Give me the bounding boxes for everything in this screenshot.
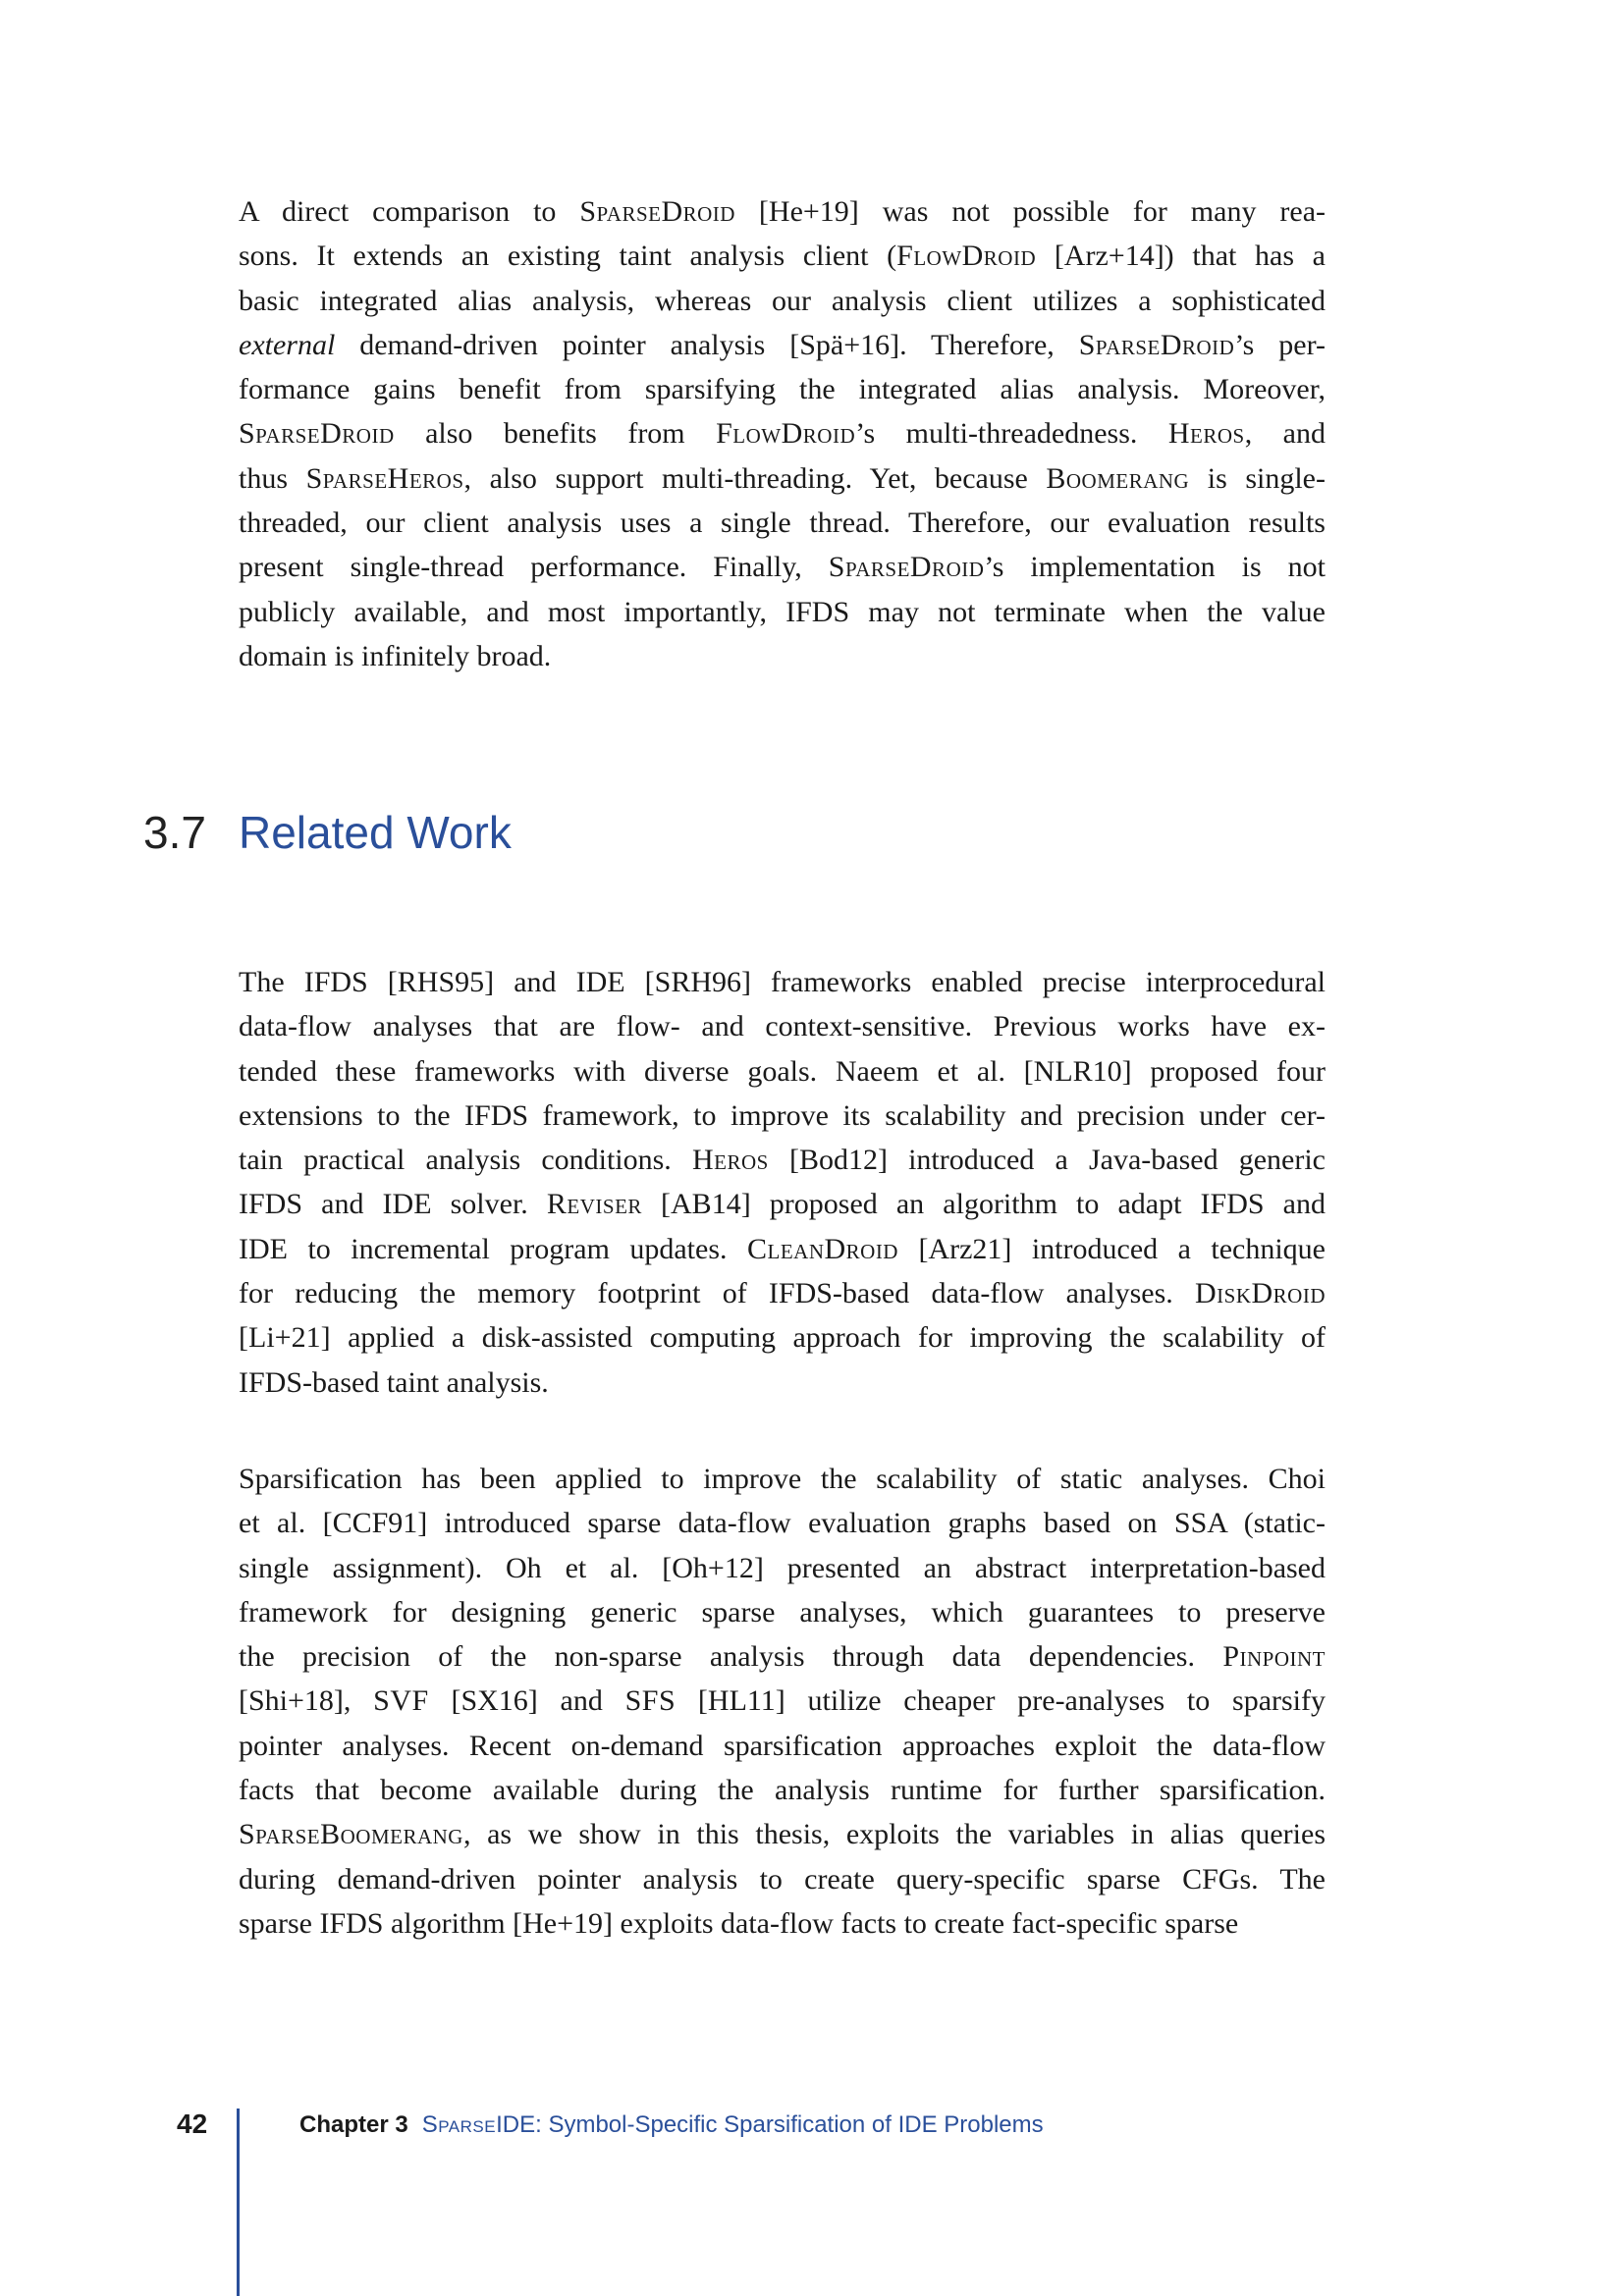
text-line [239, 1182, 1326, 1226]
text-run: ’s per- [1234, 328, 1326, 361]
running-footer [299, 2111, 1044, 2139]
text-run: is single- [1189, 461, 1326, 495]
text-run: [HL11] utilize cheaper pre-analyses to sparsify [676, 1684, 1326, 1718]
text-line [239, 1724, 1326, 1768]
tool-name: Reviser [546, 1188, 642, 1221]
text-run: The IFDS [RHS95] and IDE [SRH96] frameworks enabled precise interprocedural [239, 966, 1326, 998]
text-run: data-flow analyses that are flow- and context-sensitive. Previous works have ex- [239, 1010, 1326, 1043]
tool-name: Pinpoint [1222, 1640, 1326, 1674]
text-line [239, 960, 1326, 1004]
text-run: ’s implementation is not [984, 551, 1326, 584]
tool-name: CleanDroid [746, 1232, 898, 1265]
text-line [239, 1227, 1326, 1271]
text-run: tended these frameworks with diverse goals. Naeem et al. [NLR10] proposed four [239, 1054, 1326, 1088]
text-run: framework for designing generic sparse analyses, which guarantees to preserve [239, 1595, 1326, 1629]
text-run: IDE to incremental program updates. [239, 1232, 747, 1265]
text-line [239, 1271, 1326, 1315]
text-run: basic integrated alias analysis, whereas our analysis client utilizes a sophisticated [239, 284, 1326, 317]
text-run: , as we show in this thesis, exploits the variables in alias queries [462, 1818, 1326, 1851]
text-run: IFDS-based taint analysis. [239, 1365, 549, 1399]
text-run: IFDS and IDE solver. [239, 1188, 547, 1221]
text-run: [AB14] proposed an algorithm to adapt IFDS and [641, 1188, 1326, 1221]
text-line [239, 189, 1326, 234]
text-line [239, 1679, 1326, 1723]
tool-name: SparseDroid [1078, 328, 1235, 361]
text-line [239, 1901, 1326, 1946]
text-run: [Bod12] introduced a Java-based generic [768, 1144, 1326, 1177]
text-line [239, 1004, 1326, 1048]
tool-name: Boomerang [1046, 461, 1190, 495]
text-line [239, 634, 1326, 678]
text-line [239, 1315, 1326, 1360]
text-line [239, 323, 1326, 367]
tool-name: Heros [691, 1144, 769, 1177]
text-run: for reducing the memory footprint of IFDS-based data-flow analyses. [239, 1277, 1195, 1310]
text-line [239, 1768, 1326, 1812]
text-run: A direct comparison to [239, 195, 580, 228]
chapter-title [422, 2111, 1044, 2138]
text-run: facts that become available during the analysis runtime for further sparsification. [239, 1774, 1326, 1807]
text-line [239, 456, 1326, 501]
text-line [239, 1138, 1326, 1182]
text-run: [Li+21] applied a disk-assisted computing approach for improving the scalability of [239, 1321, 1326, 1355]
tool-name: FlowDroid [716, 417, 856, 451]
paragraph-sparsedroid-comparison [239, 189, 1326, 678]
text-line [239, 1457, 1326, 1501]
chapter-title-rest: IDE: Symbol-Specific Sparsification of IDE Problems [496, 2111, 1044, 2138]
page-number: 42 [177, 2109, 208, 2139]
text-line [239, 1501, 1326, 1545]
section-title: Related Work [239, 807, 512, 858]
text-run: the precision of the non-sparse analysis through data dependencies. [239, 1640, 1223, 1674]
text-line [239, 411, 1326, 455]
text-run: , and [1244, 417, 1326, 451]
text-run: during demand-driven pointer analysis to create query-specific sparse CFGs. The [239, 1862, 1326, 1896]
text-run: threaded, our client analysis uses a single thread. Therefore, our evaluation results [239, 507, 1326, 540]
text-run: domain is infinitely broad. [239, 639, 552, 672]
text-line [239, 234, 1326, 278]
text-line [239, 1094, 1326, 1138]
section-heading [143, 803, 512, 862]
text-line [239, 1049, 1326, 1094]
text-line [239, 501, 1326, 545]
tool-name: FlowDroid [896, 240, 1037, 273]
chapter-label: Chapter 3 [299, 2111, 408, 2138]
text-run: , also support multi-threading. Yet, because [463, 461, 1047, 495]
text-run: single assignment). Oh et al. [Oh+12] presented an abstract interpretation-based [239, 1551, 1326, 1584]
tool-name: SVF [373, 1684, 429, 1718]
text-run: also benefits from [394, 417, 717, 451]
tool-name: Heros [1167, 417, 1245, 451]
paragraph-sparsification [239, 1457, 1326, 1946]
text-line [239, 545, 1326, 589]
text-run: pointer analyses. Recent on-demand sparsification approaches exploit the data-flow [239, 1729, 1326, 1762]
tool-name: SparseDroid [579, 195, 735, 228]
chapter-title-smallcaps: Sparse [421, 2111, 497, 2138]
text-line [239, 279, 1326, 323]
text-run: [Shi+18], [239, 1684, 374, 1718]
text-run: formance gains benefit from sparsifying the integrated alias analysis. Moreover, [239, 373, 1326, 406]
text-run: tain practical analysis conditions. [239, 1144, 692, 1177]
text-line [239, 1361, 1326, 1405]
text-run: sons. It extends an existing taint analysis client ( [239, 240, 897, 273]
section-number: 3.7 [143, 807, 206, 858]
text-run: external [239, 328, 336, 361]
tool-name: SparseDroid [239, 417, 395, 451]
text-line [239, 590, 1326, 634]
text-run: present single-thread performance. Finally, [239, 551, 829, 584]
text-run: et al. [CCF91] introduced sparse data-flow evaluation graphs based on SSA (static- [239, 1507, 1326, 1540]
tool-name: SparseBoomerang [239, 1818, 463, 1851]
tool-name: DiskDroid [1195, 1277, 1326, 1310]
text-run: [Arz21] introduced a technique [897, 1232, 1326, 1265]
text-line [239, 367, 1326, 411]
text-run: sparse IFDS algorithm [He+19] exploits data-flow facts to create fact-specific sparse [239, 1906, 1239, 1940]
tool-name: SparseHeros [305, 461, 464, 495]
footer-divider [237, 2109, 240, 2296]
text-run: extensions to the IFDS framework, to improve its scalability and precision under cer- [239, 1098, 1326, 1132]
text-run: demand-driven pointer analysis [Spä+16]. Therefore, [335, 328, 1079, 361]
tool-name: SFS [624, 1684, 677, 1718]
text-run: ’s multi-threadedness. [855, 417, 1168, 451]
tool-name: SparseDroid [828, 551, 985, 584]
text-run: [Arz+14]) that has a [1036, 240, 1326, 273]
text-line [239, 1857, 1326, 1901]
text-run: Sparsification has been applied to improve the scalability of static analyses. Choi [239, 1463, 1326, 1495]
text-run: publicly available, and most importantly, IFDS may not terminate when the value [239, 595, 1326, 628]
text-run: thus [239, 461, 306, 495]
paragraph-ifds-frameworks [239, 960, 1326, 1405]
text-run: [He+19] was not possible for many rea- [734, 195, 1326, 228]
text-line [239, 1634, 1326, 1679]
text-run: [SX16] and [428, 1684, 625, 1718]
text-line [239, 1812, 1326, 1856]
text-line [239, 1590, 1326, 1634]
text-line [239, 1546, 1326, 1590]
